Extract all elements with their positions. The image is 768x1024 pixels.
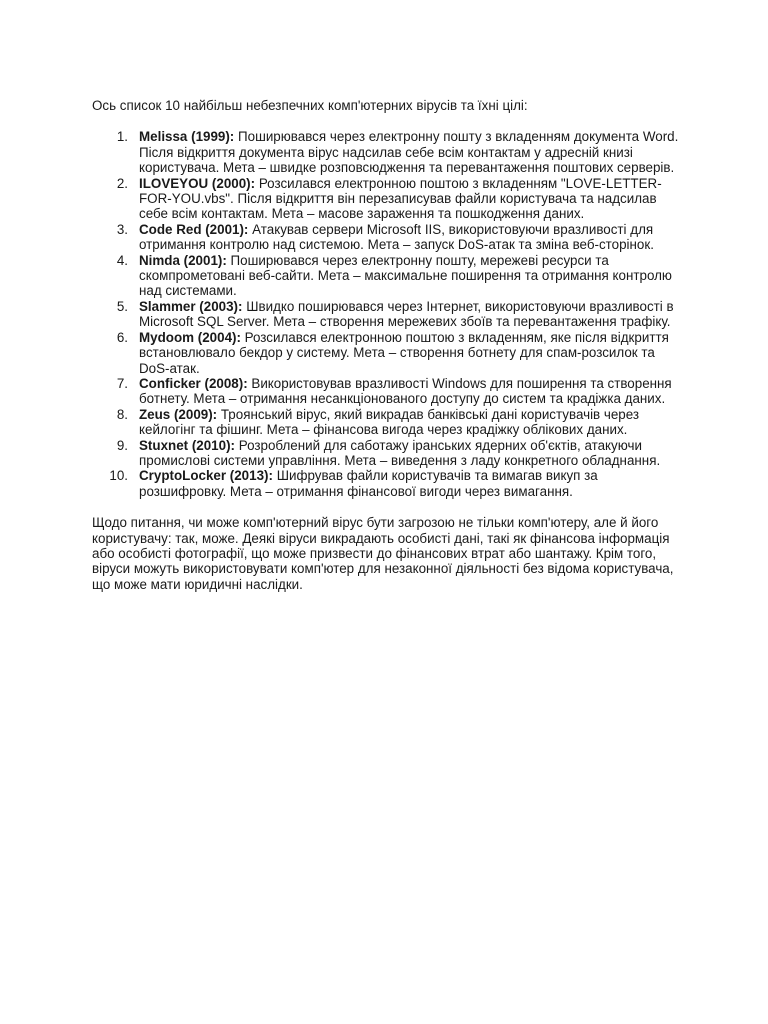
list-number: 6. [116,329,128,345]
conclusion-text: Щодо питання, чи може комп'ютерний вірус бути загрозою не тільки комп'ютеру, але й його користувачу: так, може. Деякі віруси викрадають особисті дані, такі як фінансова інформація або особисті фотографії, що може призвести до фінансових втрат або шантажу. Крім того, віруси можуть використовувати комп'ютер для незаконної діяльності без відома користувача, що може мати юридичні наслідки. [92,515,674,592]
list-item [92,438,682,469]
list-item [92,407,682,438]
virus-name: Zeus (2009): [139,406,218,422]
list-item [92,176,682,222]
document-page [92,98,682,592]
list-item [92,253,682,299]
virus-description: Використовував вразливості Windows для поширення та створення ботнету. Мета – отримання несанкціонованого доступу до систем та крадіжка даних. [139,375,672,407]
list-number: 1. [116,129,128,145]
virus-name: Code Red (2001): [139,221,249,237]
list-number: 7. [116,375,128,391]
list-item [92,129,682,175]
intro-text: Ось список 10 найбільш небезпечних комп'ютерних вірусів та їхні цілі: [92,98,528,113]
virus-description: Поширювався через електронну пошту, мережеві ресурси та скомпрометовані веб-сайти. Мета – максимальне поширення та отримання контролю над системами. [139,252,672,299]
virus-name: Mydoom (2004): [139,329,241,345]
list-number: 5. [116,298,128,314]
virus-description: Швидко поширювався через Інтернет, використовуючи вразливості в Microsoft SQL Server. Мета – створення мережевих збоїв та перевантаження трафіку. [139,298,674,330]
virus-description: Поширювався через електронну пошту з вкладенням документа Word. Після відкриття документа вірус надсилав себе всім контактам у адресній книзі користувача. Мета – швидке розповсюдження та перевантаження поштових серверів. [139,129,679,176]
list-number: 10. [109,468,128,484]
virus-description: Троянський вірус, який викрадав банківські дані користувачів через кейлогінг та фішинг. Мета – фінансова вигода через крадіжку облікових даних. [139,406,640,438]
list-number: 4. [116,252,128,268]
virus-name: ILOVEYOU (2000): [139,175,256,191]
list-number: 9. [116,437,128,453]
list-item [92,376,682,407]
virus-description: Атакував сервери Microsoft IIS, використовуючи вразливості для отримання контролю над системою. Мета – запуск DoS-атак та зміна веб-сторінок. [139,221,654,253]
list-item [92,468,682,499]
virus-name: Conficker (2008): [139,375,248,391]
virus-name: CryptoLocker (2013): [139,468,273,484]
virus-name: Nimda (2001): [139,252,227,268]
virus-description: Розроблений для саботажу іранських ядерних об'єктів, атакуючи промислові системи управління. Мета – виведення з ладу конкретного обладнання. [139,437,661,468]
list-item [92,299,682,330]
list-item [92,222,682,253]
virus-description: Розсилався електронною поштою з вкладенням, яке після відкриття встановлювало бекдор у систему. Мета – створення ботнету для спам-розсилок та DoS-атак. [139,329,669,376]
virus-name: Stuxnet (2010): [139,437,235,453]
virus-name: Melissa (1999): [139,129,235,145]
virus-description: Розсилався електронною поштою з вкладенням "LOVE-LETTER-FOR-YOU.vbs". Після відкриття він перезаписував файли користувача та надсилав себе всім контактам. Мета – масове зараження та пошкодження даних. [139,175,662,222]
virus-name: Slammer (2003): [139,298,243,314]
list-number: 2. [116,175,128,191]
virus-description: Шифрував файли користувачів та вимагав викуп за розшифровку. Мета – отримання фінансової вигоди через вимагання. [139,468,598,499]
list-item [92,330,682,376]
virus-list [92,129,682,499]
list-number: 3. [116,221,128,237]
list-number: 8. [116,406,128,422]
